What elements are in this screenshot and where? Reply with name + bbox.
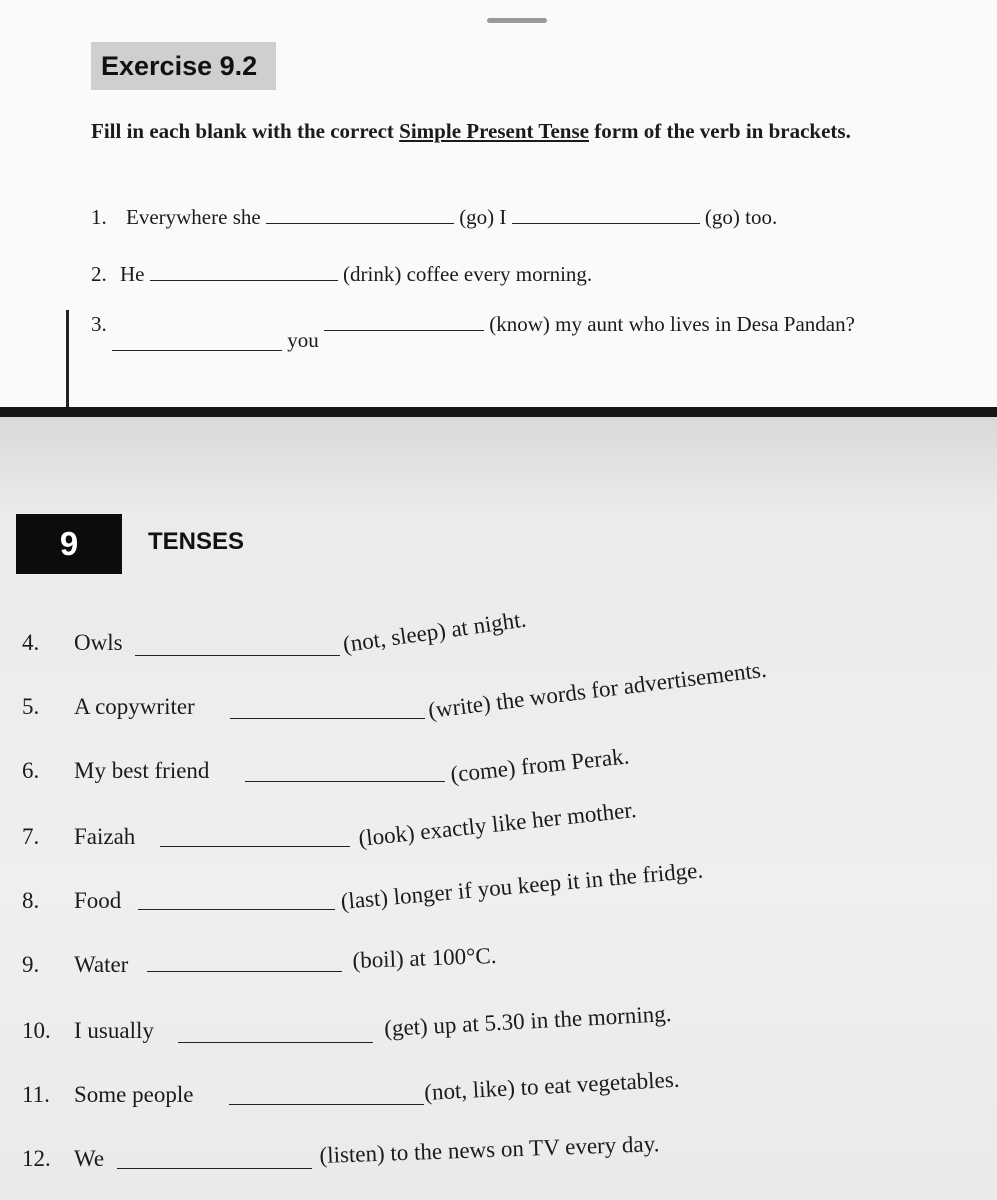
question-1 [91, 205, 777, 230]
exercise-instruction [91, 113, 911, 150]
verb-hint: (drink) coffee every morning. [343, 262, 593, 286]
question-number: 6. [22, 758, 40, 783]
margin-line [66, 310, 69, 410]
verb-hint: (look) exactly like her mother. [357, 796, 638, 852]
question-number: 2. [91, 262, 107, 286]
answer-blank[interactable] [138, 909, 335, 910]
question-subject: We [74, 1146, 105, 1171]
question-number: 12. [22, 1146, 51, 1171]
chapter-title: TENSES [148, 528, 245, 555]
question-5 [22, 694, 195, 720]
question-2 [91, 262, 592, 287]
question-number: 3. [91, 312, 107, 336]
question-6 [22, 758, 209, 784]
answer-blank[interactable] [266, 223, 454, 224]
verb-hint: (last) longer if you keep it in the fridge. [339, 857, 704, 915]
question-4 [22, 630, 123, 656]
question-subject: Water [74, 952, 129, 977]
question-8 [22, 888, 121, 914]
answer-blank[interactable] [112, 350, 282, 351]
question-number: 1. [91, 205, 107, 229]
answer-blank[interactable] [178, 1042, 373, 1043]
question-10 [22, 1018, 154, 1044]
question-lead: Everywhere she [126, 205, 261, 229]
instruction-text-post: form of the verb in brackets. [588, 119, 851, 143]
question-12 [22, 1146, 104, 1172]
question-3 [91, 312, 855, 352]
answer-blank[interactable] [135, 655, 340, 656]
question-number: 11. [22, 1082, 50, 1107]
question-number: 7. [22, 824, 40, 849]
verb-hint: (know) my aunt who lives in Desa Pandan? [489, 312, 855, 336]
answer-blank[interactable] [117, 1168, 312, 1169]
question-subject: Some people [74, 1082, 194, 1107]
chapter-number: 9 [16, 514, 122, 574]
answer-blank[interactable] [324, 330, 484, 331]
question-number: 9. [22, 952, 40, 977]
answer-blank[interactable] [150, 280, 338, 281]
question-lead: He [120, 262, 145, 286]
question-11 [22, 1082, 193, 1108]
instruction-tense-name: Simple Present Tense [399, 119, 589, 143]
question-number: 10. [22, 1018, 51, 1043]
question-subject: Faizah [74, 824, 136, 849]
exercise-title: Exercise 9.2 [91, 42, 276, 90]
instruction-text-pre: Fill in each blank with the correct [91, 119, 400, 143]
page-divider [0, 407, 997, 417]
answer-blank[interactable] [229, 1104, 424, 1105]
answer-blank[interactable] [147, 971, 342, 972]
verb-hint: (come) from Perak. [449, 743, 631, 788]
question-subject: Food [74, 888, 122, 913]
answer-blank[interactable] [512, 223, 700, 224]
verb-hint: (not, sleep) at night. [341, 606, 528, 658]
verb-hint: (boil) at 100°C. [352, 942, 497, 974]
question-subject: Owls [74, 630, 123, 655]
question-subject: A copywriter [74, 694, 195, 719]
verb-hint: (go) I [459, 205, 507, 229]
verb-hint: (go) too. [704, 205, 778, 229]
question-number: 5. [22, 694, 40, 719]
question-number: 4. [22, 630, 40, 655]
answer-blank[interactable] [230, 718, 425, 719]
verb-hint: (write) the words for advertisements. [426, 656, 768, 724]
question-number: 8. [22, 888, 40, 913]
answer-blank[interactable] [245, 781, 445, 782]
verb-hint: (get) up at 5.30 in the morning. [383, 1000, 673, 1042]
question-mid: you [287, 328, 319, 352]
question-9 [22, 952, 128, 978]
answer-blank[interactable] [160, 846, 350, 847]
question-7 [22, 824, 135, 850]
question-subject: I usually [74, 1018, 154, 1043]
drag-handle[interactable] [487, 18, 547, 23]
verb-hint: (not, like) to eat vegetables. [423, 1066, 681, 1106]
question-subject: My best friend [74, 758, 210, 783]
verb-hint: (listen) to the news on TV every day. [319, 1131, 660, 1169]
